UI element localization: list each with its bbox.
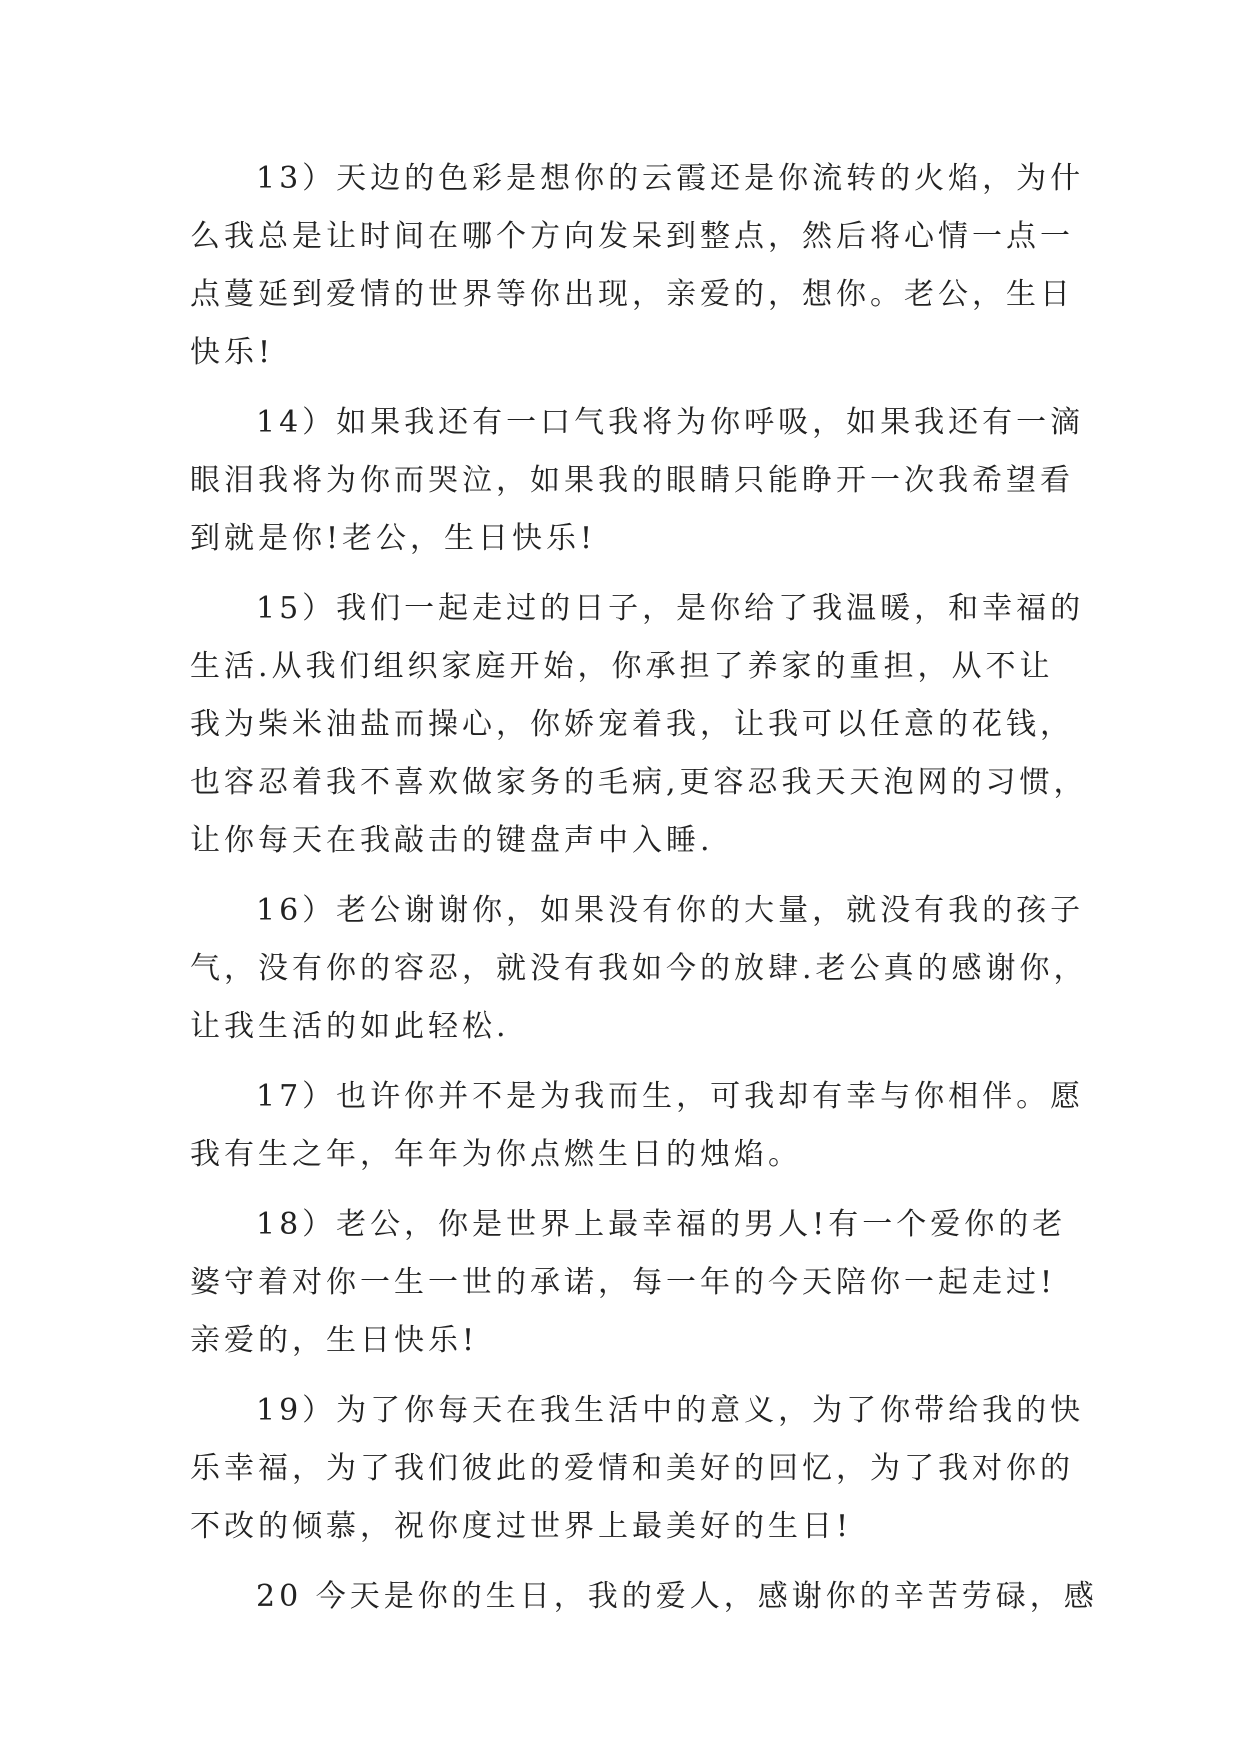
text-line: 点蔓延到爱情的世界等你出现，亲爱的，想你。老公，生日 xyxy=(190,277,1074,312)
text-line: 15）我们一起走过的日子，是你给了我温暖，和幸福的 xyxy=(256,591,1085,626)
paragraph-17 xyxy=(190,1068,1085,1184)
paragraph-13 xyxy=(190,150,1085,382)
paragraph-15 xyxy=(190,580,1088,870)
text-line: 乐幸福，为了我们彼此的爱情和美好的回忆，为了我对你的 xyxy=(190,1451,1074,1486)
paragraph-16 xyxy=(190,882,1088,1056)
text-line: 亲爱的，生日快乐! xyxy=(190,1323,479,1358)
text-line: 18）老公，你是世界上最幸福的男人!有一个爱你的老 xyxy=(256,1207,1067,1242)
text-line: 13）天边的色彩是想你的云霞还是你流转的火焰，为什 xyxy=(256,161,1085,196)
text-line: 气，没有你的容忍，就没有我如今的放肆.老公真的感谢你， xyxy=(190,951,1088,986)
text-line: 也容忍着我不喜欢做家务的毛病,更容忍我天天泡网的习惯， xyxy=(190,765,1088,800)
text-line: 婆守着对你一生一世的承诺，每一年的今天陪你一起走过! xyxy=(190,1265,1057,1300)
text-line: 20 今天是你的生日，我的爱人，感谢你的辛苦劳碌，感 xyxy=(256,1579,1098,1614)
text-line: 14）如果我还有一口气我将为你呼吸，如果我还有一滴 xyxy=(256,405,1085,440)
text-line: 眼泪我将为你而哭泣，如果我的眼睛只能睁开一次我希望看 xyxy=(190,463,1074,498)
text-line: 让我生活的如此轻松. xyxy=(190,1009,510,1044)
text-line: 我为柴米油盐而操心，你娇宠着我，让我可以任意的花钱， xyxy=(190,707,1074,742)
text-line: 么我总是让时间在哪个方向发呆到整点，然后将心情一点一 xyxy=(190,219,1074,254)
text-line: 17）也许你并不是为我而生，可我却有幸与你相伴。愿 xyxy=(256,1079,1085,1114)
paragraph-18 xyxy=(190,1196,1067,1370)
document-body xyxy=(190,150,1098,1638)
paragraph-20 xyxy=(190,1568,1098,1626)
text-line: 让你每天在我敲击的键盘声中入睡. xyxy=(190,823,714,858)
text-line: 快乐! xyxy=(190,335,275,370)
paragraph-14 xyxy=(190,394,1085,568)
text-line: 我有生之年，年年为你点燃生日的烛焰。 xyxy=(190,1137,802,1172)
text-line: 到就是你!老公，生日快乐! xyxy=(190,521,597,556)
text-line: 16）老公谢谢你，如果没有你的大量，就没有我的孩子 xyxy=(256,893,1085,928)
paragraph-19 xyxy=(190,1382,1085,1556)
text-line: 19）为了你每天在我生活中的意义，为了你带给我的快 xyxy=(256,1393,1085,1428)
text-line: 生活.从我们组织家庭开始，你承担了养家的重担，从不让 xyxy=(190,649,1054,684)
text-line: 不改的倾慕，祝你度过世界上最美好的生日! xyxy=(190,1509,853,1544)
